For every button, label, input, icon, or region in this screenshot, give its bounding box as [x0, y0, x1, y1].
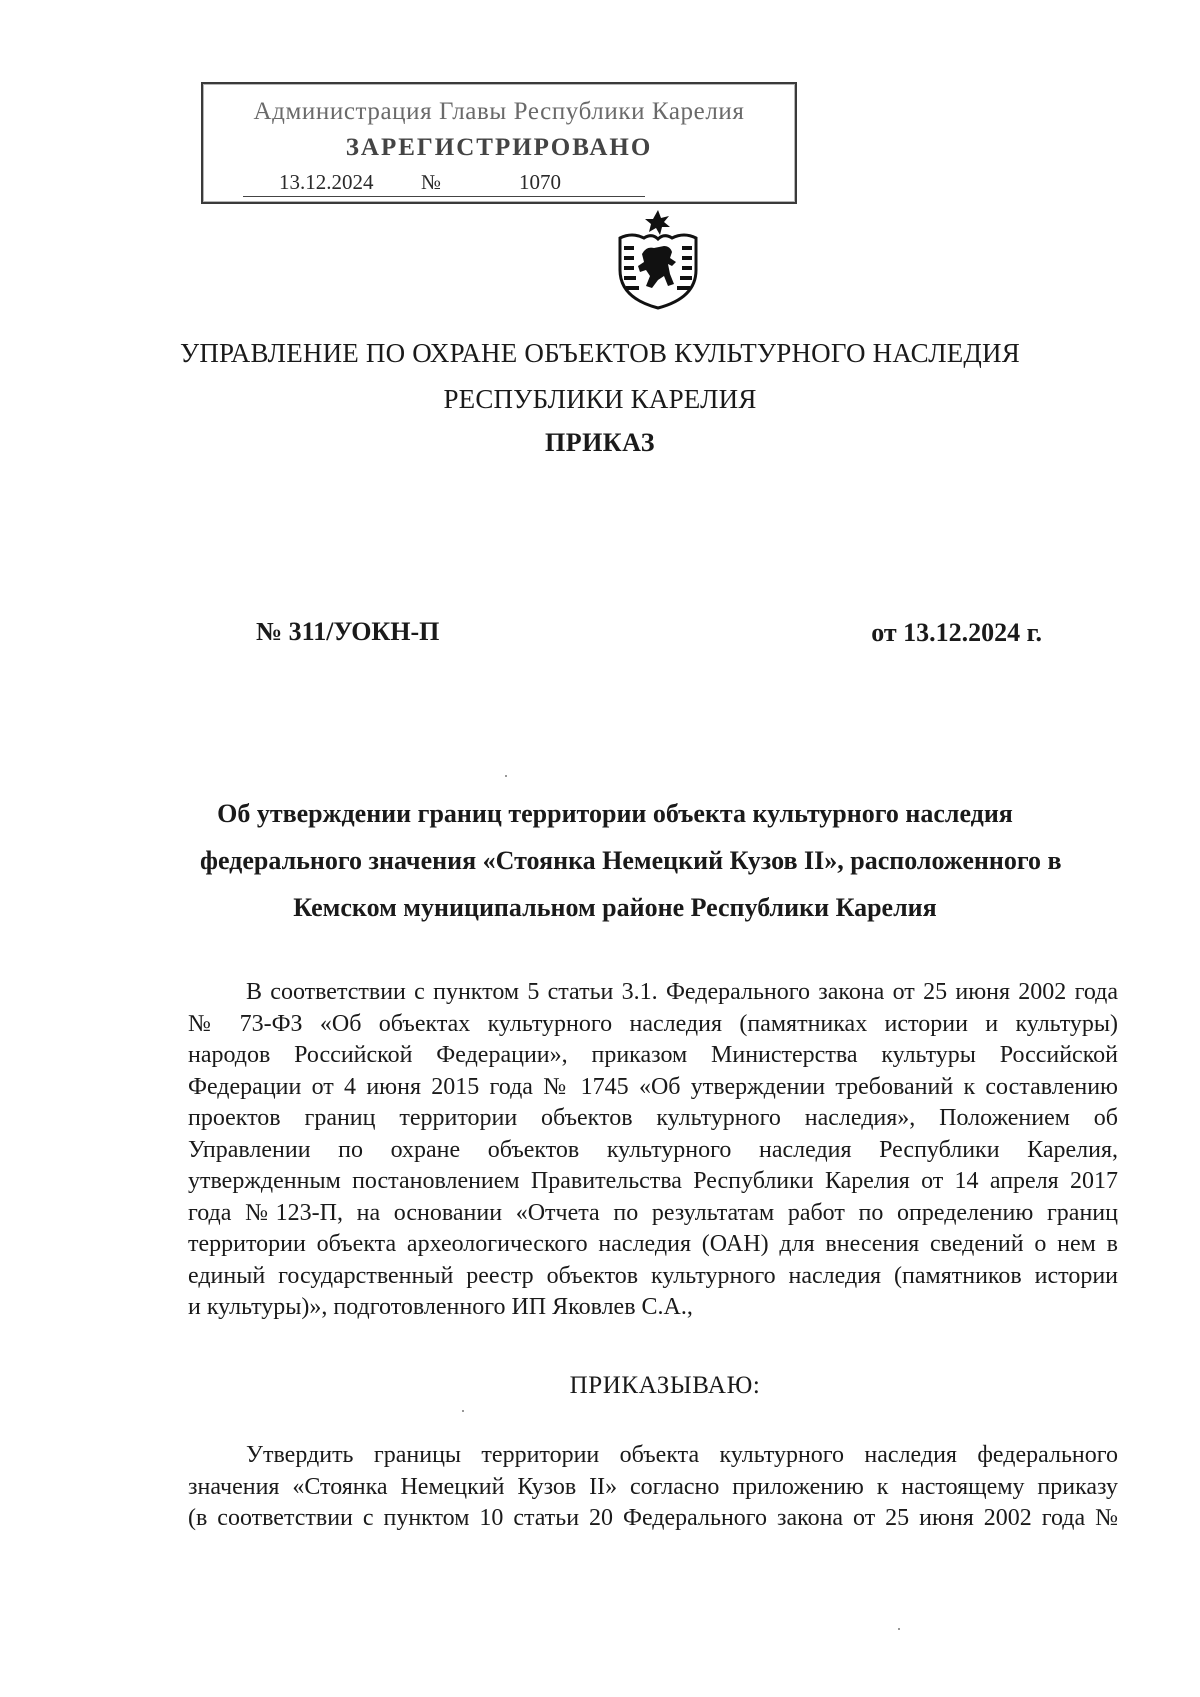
paragraph-line: утвержденным постановлением Правительства Республики Карелия от 14 апреля 2017	[188, 1168, 1118, 1194]
order-date: от 13.12.2024 г.	[871, 618, 1042, 647]
paragraph-line: № 73-ФЗ «Об объектах культурного наследия (памятниках истории и культуры)	[188, 1010, 1118, 1037]
stamp-registration-line	[243, 170, 645, 197]
directive-heading: ПРИКАЗЫВАЮ:	[569, 1372, 761, 1399]
scan-speck	[898, 1628, 900, 1630]
karelia-coat-of-arms-icon	[612, 208, 704, 310]
decision-paragraph	[188, 1440, 1118, 1535]
stamp-status: ЗАРЕГИСТРИРОВАНО	[345, 134, 653, 161]
organization-name-line2: РЕСПУБЛИКИ КАРЕЛИЯ	[443, 384, 757, 414]
stamp-authority: Администрация Главы Республики Карелия	[253, 98, 745, 125]
paragraph-line: значения «Стоянка Немецкий Кузов II» согласно приложению к настоящему приказу	[188, 1473, 1118, 1500]
paragraph-line: проектов границ территории объектов культурного наследия», Положением об	[188, 1105, 1118, 1131]
order-number: № 311/УОКН-П	[256, 617, 440, 646]
paragraph-line: территории объекта археологического наследия (ОАН) для внесения сведений о нем в	[188, 1231, 1118, 1257]
stamp-reg-number: 1070	[519, 170, 561, 194]
title-line: Об утверждении границ территории объекта культурного наследия	[217, 799, 1013, 828]
title-line: федерального значения «Стоянка Немецкий Кузов II», расположенного в	[200, 846, 1062, 875]
scan-speck	[505, 775, 507, 777]
paragraph-line: Управлении по охране объектов культурного наследия Республики Карелия,	[188, 1136, 1118, 1163]
paragraph-line: (в соответствии с пунктом 10 статьи 20 Федерального закона от 25 июня 2002 года №	[188, 1505, 1118, 1531]
paragraph-line: года №123-П, на основании «Отчета по результатам работ по определению границ	[188, 1199, 1118, 1226]
paragraph-line: В соответствии с пунктом 5 статьи 3.1. Федерального закона от 25 июня 2002 года	[246, 979, 1118, 1005]
document-type: ПРИКАЗ	[544, 428, 656, 457]
paragraph-line: единый государственный реестр объектов культурного наследия (памятников истории	[188, 1262, 1118, 1289]
stamp-reg-date: 13.12.2024	[279, 170, 374, 194]
paragraph-line: и культуры)», подготовленного ИП Яковлев С.А.,	[188, 1294, 693, 1320]
stamp-reg-no-label: №	[421, 170, 442, 194]
organization-name-line1: УПРАВЛЕНИЕ ПО ОХРАНЕ ОБЪЕКТОВ КУЛЬТУРНОГО НАСЛЕДИЯ	[180, 338, 1020, 368]
paragraph-line: народов Российской Федерации», приказом Министерства культуры Российской	[188, 1042, 1118, 1068]
paragraph-line: Утвердить границы территории объекта культурного наследия федерального	[246, 1442, 1118, 1468]
registration-stamp	[201, 82, 797, 204]
basis-paragraph	[188, 977, 1118, 1324]
paragraph-line: Федерации от 4 июня 2015 года № 1745 «Об утверждении требований к составлению	[188, 1073, 1118, 1100]
title-line: Кемском муниципальном районе Республики Карелия	[293, 893, 937, 922]
scan-speck	[462, 1410, 464, 1412]
document-title	[200, 790, 1062, 931]
